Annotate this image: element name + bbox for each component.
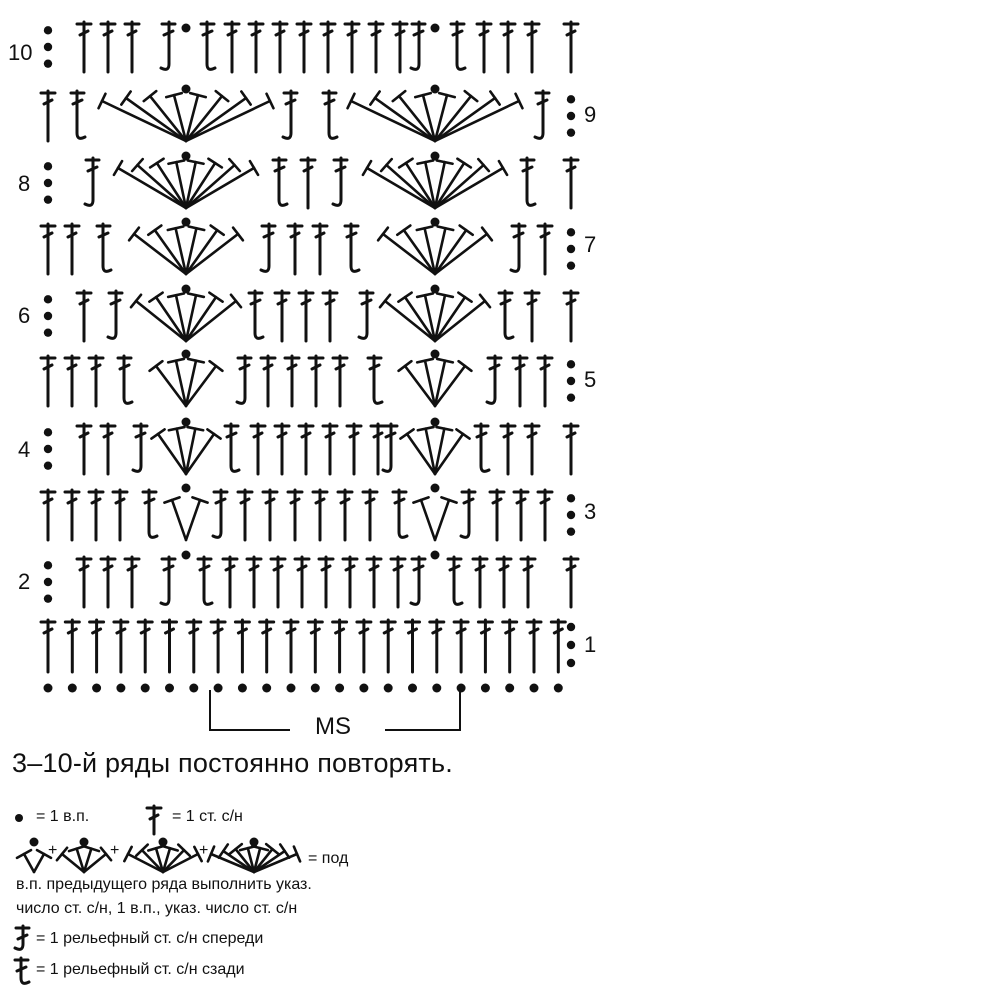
fan-stitch-icon [413,497,456,540]
double-crochet-icon [363,490,377,540]
double-crochet-icon [323,291,337,341]
double-crochet-icon [89,490,103,540]
back-post-dc-icon [521,158,535,205]
row-label-2: 2 [18,569,31,594]
chain-stitch-dot-icon [92,684,101,693]
double-crochet-icon [90,620,104,672]
double-crochet-icon [138,620,152,672]
double-crochet-icon [65,356,79,406]
row-label-1: 1 [584,632,597,657]
turning-chain-dot-icon [44,594,52,602]
front-post-dc-icon [85,158,99,205]
double-crochet-icon [477,22,491,72]
front-post-dc-icon [161,22,175,69]
legend-dc-text: = 1 ст. с/н [172,808,243,825]
chain-stitch-dot-icon [335,684,344,693]
double-crochet-icon [538,224,552,274]
front-post-dc-icon [487,356,501,403]
chain-stitch-dot-icon [250,838,259,847]
turning-chain-dot-icon [567,623,575,631]
back-post-dc-icon [97,224,111,271]
double-crochet-icon [41,490,55,540]
double-crochet-icon [503,620,517,672]
turning-chain-dot-icon [567,377,575,385]
double-crochet-icon [235,620,249,672]
back-post-dc-icon [143,490,157,537]
front-post-dc-icon [161,557,175,604]
double-crochet-icon [271,557,285,607]
turning-chain-dot-icon [44,295,52,303]
double-crochet-icon [391,557,405,607]
fan-stitch-icon [57,846,111,872]
turning-chain-dot-icon [567,245,575,253]
turning-chain-dot-icon [567,228,575,236]
stitch-grid [41,22,578,672]
back-post-dc-icon [393,490,407,537]
double-crochet-icon [478,620,492,672]
turning-chain-dot-icon [567,659,575,667]
double-crochet-icon [551,620,565,672]
double-crochet-icon [187,620,201,672]
turning-chain-dot-icon [44,162,52,170]
double-crochet-icon [101,22,115,72]
double-crochet-icon [367,557,381,607]
front-post-dc-icon [333,158,347,205]
back-post-dc-icon [198,557,212,604]
double-crochet-icon [65,224,79,274]
double-crochet-icon [147,806,161,834]
fan-stitch-icon [378,226,492,274]
turning-chain-dot-icon [567,360,575,368]
fan-stitch-icon [164,497,207,540]
double-crochet-icon [521,557,535,607]
turning-chain-dot-icon [44,195,52,203]
chain-stitch-dot-icon [554,684,563,693]
chain-stitch-dot-icon [457,684,466,693]
double-crochet-icon [295,557,309,607]
turning-chain-dot-icon [567,112,575,120]
chain-stitch-dot-icon [159,838,168,847]
fan-stitch-icon [348,91,523,141]
double-crochet-icon [564,424,578,474]
double-crochet-icon [525,291,539,341]
front-post-dc-icon [359,291,373,338]
double-crochet-icon [77,291,91,341]
back-post-dc-icon [499,291,513,338]
chain-stitch-dot-icon [15,814,23,822]
back-post-dc-icon [225,424,239,471]
chain-stitch-dot-icon [481,684,490,693]
chain-stitch-dot-icon [44,684,53,693]
legend-plus: + [48,842,58,859]
double-crochet-icon [101,424,115,474]
double-crochet-icon [114,620,128,672]
turning-chain-dot-icon [567,494,575,502]
turning-chain-dot-icon [567,641,575,649]
double-crochet-icon [251,424,265,474]
double-crochet-icon [338,490,352,540]
fan-stitch-icon [151,427,220,474]
front-post-dc-icon [461,490,475,537]
chain-stitch-dot-icon [214,684,223,693]
turning-chain-dot-icon [44,43,52,51]
double-crochet-icon [261,356,275,406]
chain-stitch-dot-icon [431,350,440,359]
double-crochet-icon [513,356,527,406]
double-crochet-icon [514,490,528,540]
double-crochet-icon [564,158,578,208]
double-crochet-icon [308,620,322,672]
back-post-dc-icon [448,557,462,604]
turning-chain-dot-icon [44,561,52,569]
legend-chain-text: = 1 в.п. [36,808,90,825]
chain-stitch-dot-icon [141,684,150,693]
double-crochet-icon [490,490,504,540]
double-crochet-icon [77,22,91,72]
front-post-dc-icon [283,91,297,138]
chain-stitch-dot-icon [238,684,247,693]
turning-chain-dot-icon [44,59,52,67]
double-crochet-icon [77,557,91,607]
legend-plus: + [199,842,209,859]
turning-chain-dot-icon [567,393,575,401]
fan-stitch-icon [399,359,472,406]
fan-stitch-icon [380,293,490,341]
fan-stitch-icon [363,159,507,208]
chain-stitch-dot-icon [182,350,191,359]
double-crochet-icon [313,490,327,540]
turning-chain-dot-icon [44,312,52,320]
double-crochet-icon [345,22,359,72]
back-post-dc-icon [249,291,263,338]
double-crochet-icon [309,356,323,406]
back-post-dc-icon [118,356,132,403]
chain-stitch-dot-icon [182,418,191,427]
double-crochet-icon [525,22,539,72]
fan-stitch-icon [124,845,201,872]
double-crochet-icon [223,557,237,607]
row-label-6: 6 [18,303,31,328]
front-post-dc-icon [383,424,397,471]
double-crochet-icon [369,22,383,72]
front-post-dc-icon [237,356,251,403]
double-crochet-icon [473,557,487,607]
double-crochet-icon [225,22,239,72]
double-crochet-icon [564,22,578,72]
legend-fpdc-text: = 1 рельефный ст. с/н спереди [36,930,264,947]
double-crochet-icon [564,291,578,341]
double-crochet-icon [77,424,91,474]
fan-stitch-icon [17,850,51,872]
chain-stitch-dot-icon [30,838,39,847]
double-crochet-icon [125,557,139,607]
chain-stitch-dot-icon [530,684,539,693]
back-post-dc-icon [451,22,465,69]
front-post-dc-icon [535,91,549,138]
fan-stitch-icon [129,226,243,274]
legend-icons [15,806,300,983]
front-post-dc-icon [15,926,29,949]
legend-fan-line1: в.п. предыдущего ряда выполнить указ. [16,876,312,893]
fan-stitch-icon [99,91,274,141]
chain-stitch-dot-icon [80,838,89,847]
chain-stitch-dot-icon [384,684,393,693]
front-post-dc-icon [108,291,122,338]
chain-stitch-dot-icon [431,418,440,427]
legend-fan-line2: число ст. с/н, 1 в.п., указ. число ст. с/н [16,900,298,917]
double-crochet-icon [113,490,127,540]
row-label-10: 10 [8,40,33,65]
chain-stitch-dot-icon [182,152,191,161]
double-crochet-icon [89,356,103,406]
double-crochet-icon [501,424,515,474]
row-label-4: 4 [18,437,31,462]
double-crochet-icon [284,620,298,672]
chain-stitch-dot-icon [431,484,440,493]
turning-chain-dot-icon [567,511,575,519]
double-crochet-icon [525,424,539,474]
double-crochet-icon [275,424,289,474]
double-crochet-icon [41,620,55,672]
double-crochet-icon [238,490,252,540]
legend-bpdc-text: = 1 рельефный ст. с/н сзади [36,961,245,978]
chain-stitch-dot-icon [182,551,191,560]
chain-stitch-dot-icon [431,218,440,227]
fan-stitch-icon [131,293,241,341]
chain-stitch-dot-icon [505,684,514,693]
legend-plus: + [110,842,120,859]
back-post-dc-icon [345,224,359,271]
double-crochet-icon [357,620,371,672]
chain-stitch-dot-icon [182,285,191,294]
double-crochet-icon [163,620,177,672]
turning-chain-dot-icon [44,179,52,187]
row-label-8: 8 [18,171,31,196]
fan-stitch-icon [150,359,223,406]
turning-chain-dot-icon [44,578,52,586]
double-crochet-icon [299,424,313,474]
back-post-dc-icon [323,91,337,138]
chain-stitch-dot-icon [431,551,440,560]
chain-stitch-dot-icon [359,684,368,693]
turning-chain-dot-icon [44,461,52,469]
double-crochet-icon [347,424,361,474]
chain-stitch-dot-icon [431,24,440,33]
front-post-dc-icon [261,224,275,271]
double-crochet-icon [125,22,139,72]
double-crochet-icon [65,490,79,540]
double-crochet-icon [41,91,55,141]
double-crochet-icon [538,356,552,406]
row-label-7: 7 [584,232,597,257]
chain-stitch-dot-icon [68,684,77,693]
front-post-dc-icon [411,557,425,604]
chain-stitch-dot-icon [431,285,440,294]
repeat-note: 3–10-й ряды постоянно повторять. [12,748,453,778]
chain-stitch-dot-icon [182,85,191,94]
turning-chain-dot-icon [44,328,52,336]
double-crochet-icon [273,22,287,72]
double-crochet-icon [275,291,289,341]
turning-chain-dot-icon [567,261,575,269]
back-post-dc-icon [15,958,29,983]
fan-stitch-icon [400,427,469,474]
double-crochet-icon [285,356,299,406]
back-post-dc-icon [201,22,215,69]
turning-chain-dot-icon [44,428,52,436]
row-label-5: 5 [584,367,597,392]
legend-fan-text: = под [308,850,349,867]
turning-chain-dot-icon [567,128,575,136]
chain-stitch-dot-icon [165,684,174,693]
turning-chain-dot-icon [44,445,52,453]
double-crochet-icon [333,620,347,672]
back-post-dc-icon [368,356,382,403]
back-post-dc-icon [71,91,85,138]
double-crochet-icon [454,620,468,672]
double-crochet-icon [564,557,578,607]
double-crochet-icon [288,490,302,540]
double-crochet-icon [393,22,407,72]
double-crochet-icon [497,557,511,607]
chain-stitch-dot-icon [182,484,191,493]
double-crochet-icon [211,620,225,672]
double-crochet-icon [319,557,333,607]
double-crochet-icon [430,620,444,672]
double-crochet-icon [527,620,541,672]
row-label-9: 9 [584,102,597,127]
fan-stitch-icon [114,159,258,208]
double-crochet-icon [249,22,263,72]
repeat-label: MS [315,713,351,740]
double-crochet-icon [65,620,79,672]
chain-stitch-dot-icon [189,684,198,693]
foundation-chain [44,684,563,693]
double-crochet-icon [321,22,335,72]
double-crochet-icon [538,490,552,540]
turning-chain-dot-icon [567,527,575,535]
back-post-dc-icon [273,158,287,205]
chain-stitch-dot-icon [431,85,440,94]
chain-stitch-dot-icon [182,24,191,33]
double-crochet-icon [371,424,385,474]
double-crochet-icon [301,158,315,208]
chain-stitch-dot-icon [432,684,441,693]
chain-stitch-dot-icon [408,684,417,693]
double-crochet-icon [288,224,302,274]
front-post-dc-icon [213,490,227,537]
double-crochet-icon [299,291,313,341]
front-post-dc-icon [411,22,425,69]
double-crochet-icon [343,557,357,607]
turning-chains [44,26,575,667]
chain-stitch-dot-icon [287,684,296,693]
back-post-dc-icon [475,424,489,471]
double-crochet-icon [263,490,277,540]
double-crochet-icon [381,620,395,672]
double-crochet-icon [41,356,55,406]
double-crochet-icon [297,22,311,72]
double-crochet-icon [260,620,274,672]
fan-groups [99,85,523,541]
chain-stitch-dot-icon [182,218,191,227]
front-post-dc-icon [511,224,525,271]
double-crochet-icon [313,224,327,274]
chain-stitch-dot-icon [311,684,320,693]
fan-stitch-icon [208,844,300,872]
double-crochet-icon [333,356,347,406]
double-crochet-icon [323,424,337,474]
chain-stitch-dot-icon [262,684,271,693]
turning-chain-dot-icon [567,95,575,103]
double-crochet-icon [41,224,55,274]
double-crochet-icon [101,557,115,607]
front-post-dc-icon [133,424,147,471]
turning-chain-dot-icon [44,26,52,34]
double-crochet-icon [501,22,515,72]
row-label-3: 3 [584,499,597,524]
chain-stitch-dot-icon [116,684,125,693]
double-crochet-icon [247,557,261,607]
double-crochet-icon [406,620,420,672]
chain-stitch-dot-icon [431,152,440,161]
